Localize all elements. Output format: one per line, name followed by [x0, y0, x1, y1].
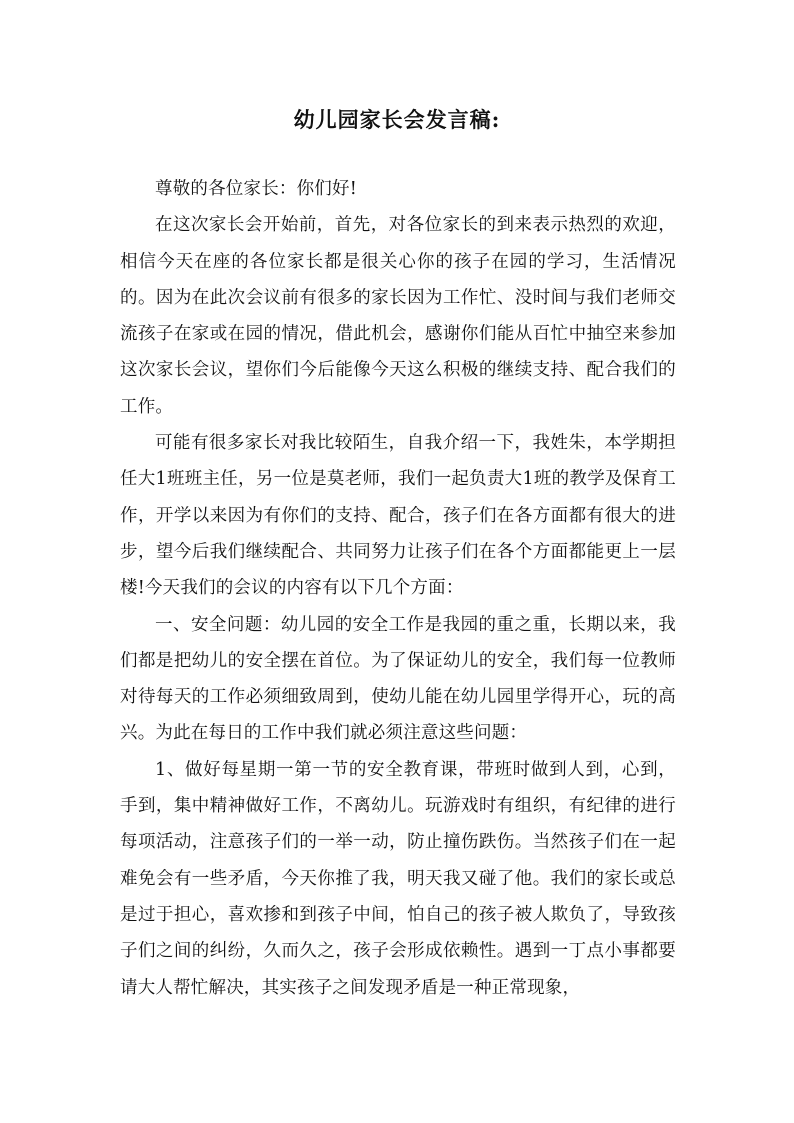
document-title: 幼儿园家长会发言稿:	[293, 107, 501, 132]
paragraph-greeting: 尊敬的各位家长：你们好!	[155, 179, 357, 199]
paragraph-introduction: 可能有很多家长对我比较陌生，自我介绍一下，我姓朱，本学期担任大1班班主任，另一位是莫老师，我们一起负责大1班的教学及保育工作，开学以来因为有你们的支持、配合，孩子们在各方面都有很大的进步，望今后我们继续配合、共同努力让孩子们在各个方面都能更上一层楼!今天我们的会议的内容有以下几个方面：	[120, 433, 676, 599]
paragraph-welcome: 在这次家长会开始前，首先，对各位家长的到来表示热烈的欢迎，相信今天在座的各位家长都是很关心你的孩子在园的学习，生活情况的。因为在此次会议前有很多的家长因为工作忙、没时间与我们老师交流孩子在家或在园的情况，借此机会，感谢你们能从百忙中抽空来参加这次家长会议，望你们今后能像今天这么积极的继续支持、配合我们的工作。	[120, 215, 676, 417]
paragraph-safety-issue: 一、安全问题：幼儿园的安全工作是我园的重之重，长期以来，我们都是把幼儿的安全摆在首位。为了保证幼儿的安全，我们每一位教师对待每天的工作必须细致周到，使幼儿能在幼儿园里学得开心，玩的高兴。为此在每日的工作中我们就必须注意这些问题：	[120, 614, 676, 744]
paragraph-safety-item-1: 1、做好每星期一第一节的安全教育课，带班时做到人到，心到，手到，集中精神做好工作，不离幼儿。玩游戏时有组织，有纪律的进行每项活动，注意孩子们的一举一动，防止撞伤跌伤。当然孩子们在一起难免会有一些矛盾，今天你推了我，明天我又碰了他。我们的家长或总是过于担心，喜欢掺和到孩子中间，怕自己的孩子被人欺负了，导致孩子们之间的纠纷，久而久之，孩子会形成依赖性。遇到一丁点小事都要请大人帮忙解决，其实孩子之间发现矛盾是一种正常现象，	[120, 759, 676, 998]
document-body	[120, 171, 676, 1006]
